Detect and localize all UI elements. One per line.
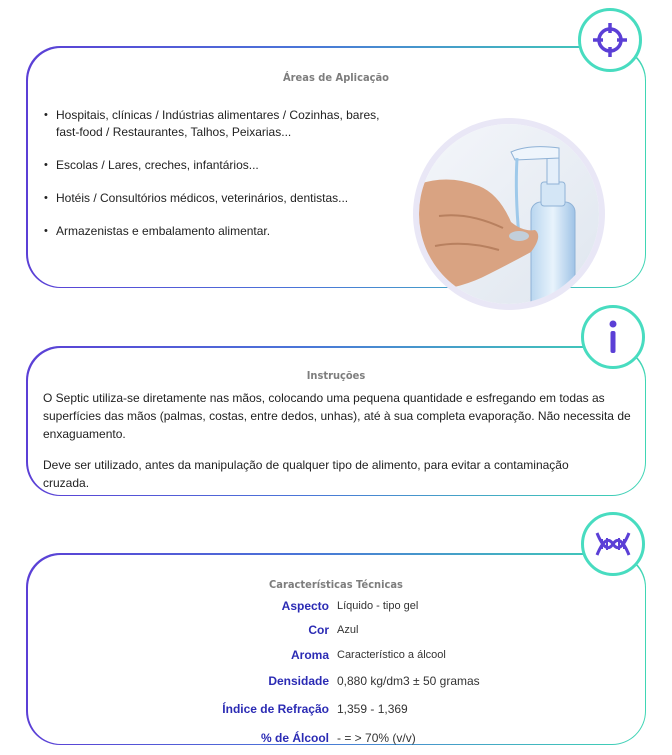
spec-value: Azul	[337, 624, 359, 636]
spec-value: - = > 70% (v/v)	[337, 731, 416, 745]
spec-row	[0, 702, 672, 722]
crosshair-icon	[578, 8, 642, 72]
spec-label: Aroma	[290, 648, 329, 662]
list-item: • Armazenistas e embalamento alimentar.	[44, 223, 394, 240]
info-icon	[581, 305, 645, 369]
spec-value: Característico a álcool	[337, 649, 446, 661]
hand-sanitizer-photo	[413, 118, 605, 310]
spec-row	[0, 731, 672, 751]
areas-title: Áreas de Aplicação	[283, 71, 389, 84]
list-item: • Hotéis / Consultórios médicos, veterinários, dentistas...	[44, 190, 394, 207]
spec-row	[0, 674, 672, 694]
spec-row	[0, 623, 672, 643]
spec-row	[0, 599, 672, 619]
spec-label: Densidade	[268, 674, 329, 688]
areas-list	[44, 107, 394, 256]
spec-value: 1,359 - 1,369	[337, 702, 408, 716]
spec-value: Líquido - tipo gel	[337, 600, 419, 612]
instructions-paragraph-2: Deve ser utilizado, antes da manipulação de qualquer tipo de alimento, para evitar a contaminação cruzada.	[43, 458, 569, 490]
list-item: • Hospitais, clínicas / Indústrias alimentares / Cozinhas, bares, fast-food / Restaurantes, Talhos, Peixarias...	[44, 107, 394, 141]
spec-value: 0,880 kg/dm3 ± 50 gramas	[337, 674, 480, 688]
specs-title: Características Técnicas	[269, 578, 403, 591]
spec-label: Índice de Refração	[222, 702, 329, 716]
spec-label: Aspecto	[281, 599, 329, 613]
spec-row	[0, 648, 672, 668]
list-item: • Escolas / Lares, creches, infantários...	[44, 157, 394, 174]
instructions-title: Instruções	[306, 369, 366, 382]
dna-icon	[581, 512, 645, 576]
spec-label: Cor	[308, 623, 329, 637]
spec-label: % de Álcool	[260, 731, 329, 745]
instructions-paragraph-1: O Septic utiliza-se diretamente nas mãos, colocando uma pequena quantidade e esfregando em todas as superfícies das mãos (palmas, costas, entre dedos, unhas), até à sua completa evaporação. Não necessita de enxaguamento.	[43, 391, 631, 441]
